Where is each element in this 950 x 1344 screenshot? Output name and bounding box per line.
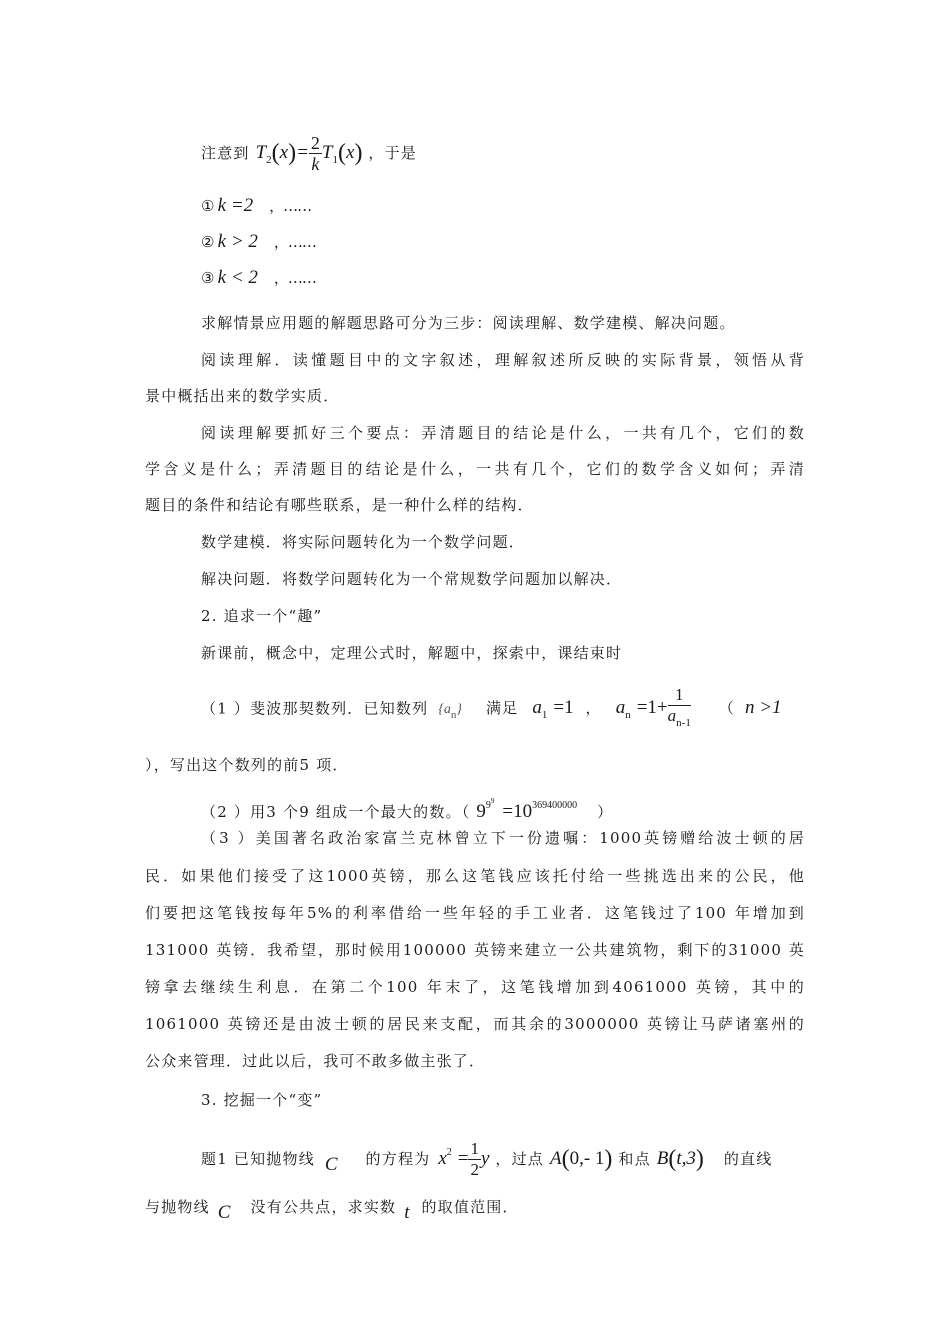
condition-comma: ， bbox=[585, 699, 602, 718]
question-1-no-common: 没有公共点，求实数 bbox=[250, 1198, 397, 1216]
sequence-notation: $\{a_n\}$ bbox=[438, 702, 463, 722]
example-2-text: （2 ）用3 个9 组成一个最大的数。（ bbox=[201, 803, 471, 821]
power-tower: $9^{9^9} =10^{369400000}$ bbox=[476, 797, 578, 822]
question-1-with: 与抛物线 bbox=[145, 1198, 210, 1216]
paragraph-read-1a: 阅读理解．读懂题目中的文字叙述，理解叙述所反映的实际背景，领悟从背 bbox=[201, 351, 805, 369]
paragraph-read-2b: 学含义是什么；弄清题目的结论是什么，一共有几个，它们的数学含义如何；弄清 bbox=[145, 460, 805, 478]
case-3-condition: k < 2 bbox=[217, 267, 258, 288]
formula-t2-relation: $T_2(x)=$ $\frac{2}{k}$ $T_1(x)$ bbox=[255, 133, 363, 175]
example-3-line-4: 131000 英镑．我希望，那时候用100000 英镑来建立一公共建筑物，剩下的31000 英 bbox=[145, 941, 805, 959]
question-1-and: 和点 bbox=[618, 1150, 651, 1168]
case-1-marker: ① bbox=[201, 197, 216, 215]
point-b: B(t,3) bbox=[656, 1146, 704, 1172]
range-condition: n >1 bbox=[744, 697, 782, 719]
variable-t: t bbox=[404, 1202, 410, 1223]
paragraph-read-2a: 阅读理解要抓好三个要点：弄清题目的结论是什么，一共有几个，它们的数 bbox=[201, 424, 805, 442]
case-3-tail: ，…… bbox=[273, 269, 316, 287]
question-1-range: 的取值范围． bbox=[421, 1198, 519, 1216]
case-1 bbox=[201, 196, 311, 216]
condition-an: $a_n =1+$ $\frac{1}{a_{n-1}}$ bbox=[615, 685, 691, 729]
parabola-equation: $x^2$ = $\frac{1}{2}$ y bbox=[438, 1139, 490, 1180]
example-3-line-7: 公众来管理．过此以后，我可不敢多做主张了． bbox=[145, 1052, 486, 1070]
relation-prefix: 注意到 bbox=[201, 144, 250, 162]
case-3-marker: ③ bbox=[201, 269, 216, 287]
paragraph-model: 数学建模．将实际问题转化为一个数学问题． bbox=[201, 533, 526, 551]
question-1-line-word: 的直线 bbox=[723, 1150, 773, 1168]
question-1-through: ，过点 bbox=[495, 1150, 544, 1168]
case-2 bbox=[201, 232, 316, 252]
paragraph-read-1b: 景中概括出来的数学实质． bbox=[145, 387, 340, 405]
case-2-marker: ② bbox=[201, 233, 216, 251]
example-3-line-5: 镑拿去继续生利息．在第二个100 年末了，这笔钱增加到4061000 英镑，其中的 bbox=[145, 978, 805, 996]
point-a: A(0,- 1) bbox=[549, 1146, 613, 1172]
range-open-paren: （ bbox=[718, 699, 735, 718]
case-1-condition: k =2 bbox=[217, 195, 254, 216]
case-2-condition: k > 2 bbox=[217, 231, 258, 252]
relation-line bbox=[201, 128, 417, 178]
example-1-label: （1 ）斐波那契数列．已知数列 bbox=[201, 699, 429, 718]
case-3 bbox=[201, 268, 316, 288]
paragraph-solve: 解决问题．将数学问题转化为一个常规数学问题加以解决． bbox=[201, 570, 623, 588]
relation-suffix: ，于是 bbox=[368, 144, 418, 162]
curve-c-2: C bbox=[217, 1202, 231, 1223]
example-2-close: ） bbox=[597, 803, 614, 821]
example-2-line bbox=[201, 789, 614, 822]
example-3-line-6: 1061000 英镑还是由波士顿的居民来支配，而其余的3000000 英镑让马萨诸塞州的 bbox=[145, 1015, 805, 1033]
paragraph-steps: 求解情景应用题的解题思路可分为三步：阅读理解、数学建模、解决问题。 bbox=[201, 314, 736, 332]
example-3-line-3: 们要把这笔钱按每年5%的利率借给一些年轻的手工业者．这笔钱过了100 年增加到 bbox=[145, 904, 805, 922]
question-1-intro: 题1 已知抛物线 bbox=[201, 1150, 315, 1168]
question-1-eq-label: 的方程为 bbox=[365, 1150, 431, 1168]
example-3-line-2: 民．如果他们接受了这1000英镑，那么这笔钱应该托付给一些挑选出来的公民，他 bbox=[145, 867, 805, 885]
satisfy-text: 满足 bbox=[485, 699, 519, 718]
question-1-line-2 bbox=[145, 1192, 519, 1222]
heading-qu: 2. 追求一个“趣” bbox=[201, 607, 323, 625]
paragraph-times: 新课前，概念中，定理公式时，解题中，探索中，课结束时 bbox=[201, 644, 623, 662]
paragraph-read-2c: 题目的条件和结论有哪些联系，是一种什么样的结构． bbox=[145, 496, 534, 514]
case-2-tail: ，…… bbox=[273, 233, 316, 251]
condition-a1: $a_1 =1$ bbox=[532, 697, 574, 722]
question-1-line-1 bbox=[201, 1128, 772, 1178]
case-1-tail: ，…… bbox=[269, 197, 312, 215]
curve-c: C bbox=[324, 1154, 338, 1175]
example-3-line-1: （3 ）美国著名政治家富兰克林曾立下一份遗嘱：1000英镑赠给波士顿的居 bbox=[201, 829, 805, 847]
example-1-tail: ），写出这个数列的前5 项． bbox=[145, 756, 349, 774]
example-1-line bbox=[201, 685, 782, 729]
heading-bian: 3. 挖掘一个“变” bbox=[201, 1091, 323, 1109]
